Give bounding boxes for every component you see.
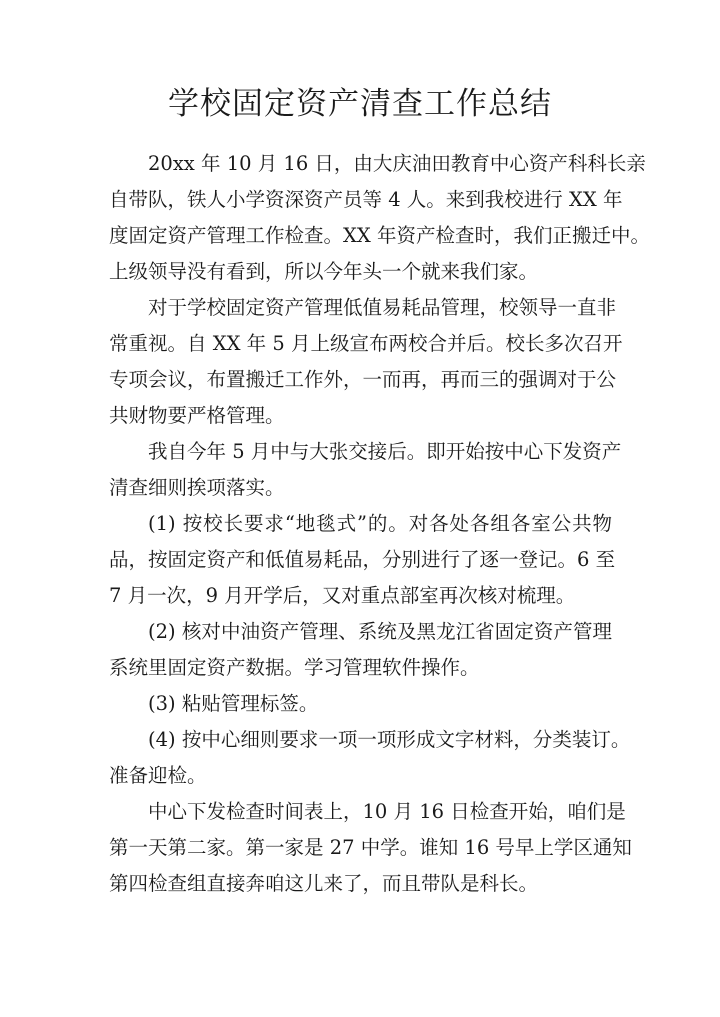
- paragraph-line: (4) 按中心细则要求一项一项形成文字材料，分类装订。: [148, 728, 631, 751]
- paragraph-line: 度固定资产管理工作检查。XX 年资产检查时，我们正搬迁中。: [109, 224, 650, 247]
- paragraph-line: 第四检查组直接奔咱这儿来了，而且带队是科长。: [109, 872, 539, 895]
- paragraph-line: 品，按固定资产和低值易耗品，分别进行了逐一登记。6 至: [109, 548, 616, 571]
- paragraph-line: 共财物要严格管理。: [109, 404, 285, 427]
- paragraph-line: (2) 核对中油资产管理、系统及黑龙江省固定资产管理: [148, 620, 612, 643]
- paragraph-line: 常重视。自 XX 年 5 月上级宣布两校合并后。校长多次召开: [109, 332, 623, 355]
- paragraph-line: (1) 按校长要求“地毯式”的。对各处各组各室公共物: [148, 512, 612, 535]
- paragraph-line: 准备迎检。: [109, 764, 207, 787]
- paragraph-line: 20xx 年 10 月 16 日，由大庆油田教育中心资产科科长亲: [148, 152, 646, 175]
- paragraph-line: 清查细则挨项落实。: [109, 476, 285, 499]
- paragraph-line: 上级领导没有看到，所以今年头一个就来我们家。: [109, 260, 539, 283]
- paragraph-line: 专项会议，布置搬迁工作外，一而再，再而三的强调对于公: [109, 368, 617, 391]
- paragraph-line: 系统里固定资产数据。学习管理软件操作。: [109, 656, 480, 679]
- paragraph-line: (3) 粘贴管理标签。: [148, 692, 319, 715]
- paragraph-line: 中心下发检查时间表上，10 月 16 日检查开始，咱们是: [148, 800, 626, 823]
- paragraph-line: 自带队，铁人小学资深资产员等 4 人。来到我校进行 XX 年: [109, 188, 623, 211]
- document-title: 学校固定资产清查工作总结: [168, 86, 552, 122]
- paragraph-line: 我自今年 5 月中与大张交接后。即开始按中心下发资产: [148, 440, 622, 463]
- paragraph-line: 第一天第二家。第一家是 27 中学。谁知 16 号早上学区通知: [109, 836, 632, 859]
- paragraph-line: 对于学校固定资产管理低值易耗品管理，校领导一直非: [148, 296, 617, 319]
- paragraph-line: 7 月一次，9 月开学后，又对重点部室再次核对梳理。: [109, 584, 576, 607]
